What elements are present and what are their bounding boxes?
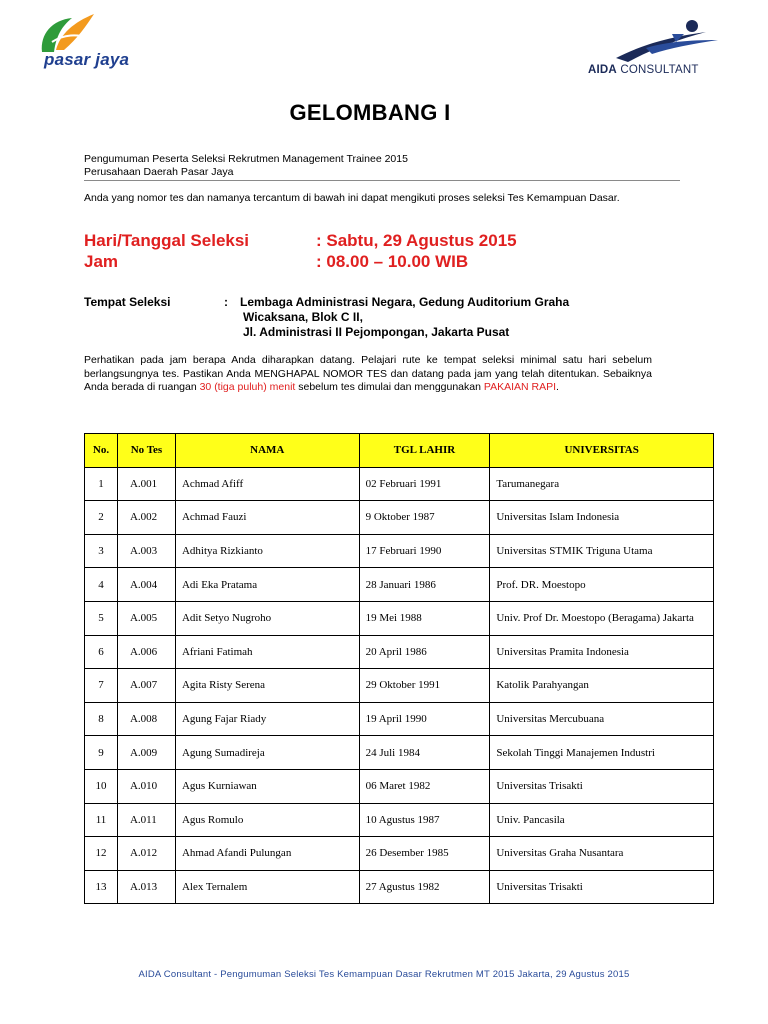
schedule-date-value: : Sabtu, 29 Agustus 2015 (316, 231, 517, 250)
notice-highlight-dress: PAKAIAN RAPI (483, 381, 557, 393)
pasar-jaya-logo (38, 12, 168, 74)
cell-tgl-lahir: 19 Mei 1988 (359, 601, 490, 635)
venue-label: Tempat Seleksi (84, 295, 171, 309)
cell-no-tes: A.011 (117, 803, 175, 837)
cell-no-tes: A.013 (117, 870, 175, 904)
cell-nama: Agita Risty Serena (175, 669, 359, 703)
cell-tgl-lahir: 9 Oktober 1987 (359, 501, 490, 535)
table-row (85, 702, 714, 736)
cell-nama: Ahmad Afandi Pulungan (175, 837, 359, 871)
cell-nama: Agung Sumadireja (175, 736, 359, 770)
table-row (85, 769, 714, 803)
cell-tgl-lahir: 17 Februari 1990 (359, 534, 490, 568)
cell-no: 12 (85, 837, 118, 871)
cell-nama: Afriani Fatimah (175, 635, 359, 669)
table-row (85, 568, 714, 602)
schedule-date-label: Hari/Tanggal Seleksi (84, 231, 250, 250)
participant-table (84, 433, 714, 904)
cell-universitas: Universitas Islam Indonesia (490, 501, 714, 535)
header-universitas: UNIVERSITAS (490, 434, 714, 468)
intro-line-2: Perusahaan Daerah Pasar Jaya (84, 166, 234, 178)
cell-no: 10 (85, 769, 118, 803)
table-row (85, 467, 714, 501)
cell-nama: Adit Setyo Nugroho (175, 601, 359, 635)
cell-no-tes: A.010 (117, 769, 175, 803)
page-title: GELOMBANG I (289, 100, 451, 125)
table-row (85, 501, 714, 535)
aida-consultant-logo (586, 18, 731, 80)
cell-no-tes: A.005 (117, 601, 175, 635)
cell-nama: Adhitya Rizkianto (175, 534, 359, 568)
cell-tgl-lahir: 28 Januari 1986 (359, 568, 490, 602)
header-no-tes: No Tes (117, 434, 175, 468)
cell-universitas: Universitas STMIK Triguna Utama (490, 534, 714, 568)
schedule-time-label: Jam (84, 252, 119, 271)
cell-no: 4 (85, 568, 118, 602)
cell-no-tes: A.002 (117, 501, 175, 535)
pasar-jaya-wordmark: pasar jaya (44, 50, 130, 69)
page-footer: AIDA Consultant - Pengumuman Seleksi Tes Kemampuan Dasar Rekrutmen MT 2015 Jakarta, 29 Agustus 2015 (138, 969, 630, 980)
cell-universitas: Universitas Pramita Indonesia (490, 635, 714, 669)
table-header-row (85, 434, 714, 468)
cell-universitas: Universitas Trisakti (490, 870, 714, 904)
intro-block (84, 153, 680, 179)
venue-line-2: Wicaksana, Blok C II, (243, 310, 363, 324)
cell-nama: Adi Eka Pratama (175, 568, 359, 602)
cell-universitas: Universitas Trisakti (490, 769, 714, 803)
cell-no-tes: A.012 (117, 837, 175, 871)
venue-line-3: Jl. Administrasi II Pejompongan, Jakarta Pusat (243, 325, 510, 339)
announcement-text: Anda yang nomor tes dan namanya tercantum di bawah ini dapat mengikuti proses seleksi Tes Kemampuan Dasar. (84, 192, 620, 204)
cell-no: 3 (85, 534, 118, 568)
header-nama: NAMA (175, 434, 359, 468)
cell-nama: Achmad Afiff (175, 467, 359, 501)
cell-universitas: Prof. DR. Moestopo (490, 568, 714, 602)
cell-no-tes: A.008 (117, 702, 175, 736)
cell-tgl-lahir: 24 Juli 1984 (359, 736, 490, 770)
cell-tgl-lahir: 26 Desember 1985 (359, 837, 490, 871)
table-row (85, 803, 714, 837)
cell-universitas: Tarumanegara (490, 467, 714, 501)
aida-swoosh-icon (606, 18, 726, 64)
cell-no: 2 (85, 501, 118, 535)
cell-universitas: Univ. Prof Dr. Moestopo (Beragama) Jakarta (490, 601, 714, 635)
cell-nama: Agus Kurniawan (175, 769, 359, 803)
cell-no: 6 (85, 635, 118, 669)
schedule-time-value: : 08.00 – 10.00 WIB (316, 252, 469, 271)
cell-universitas: Univ. Pancasila (490, 803, 714, 837)
cell-no: 5 (85, 601, 118, 635)
table-row (85, 635, 714, 669)
cell-tgl-lahir: 29 Oktober 1991 (359, 669, 490, 703)
cell-tgl-lahir: 10 Agustus 1987 (359, 803, 490, 837)
cell-no-tes: A.001 (117, 467, 175, 501)
cell-universitas: Universitas Mercubuana (490, 702, 714, 736)
cell-universitas: Universitas Graha Nusantara (490, 837, 714, 871)
table-row (85, 601, 714, 635)
cell-universitas: Sekolah Tinggi Manajemen Industri (490, 736, 714, 770)
cell-no-tes: A.009 (117, 736, 175, 770)
cell-universitas: Katolik Parahyangan (490, 669, 714, 703)
notice-paragraph: Perhatikan pada jam berapa Anda diharapkan datang. Pelajari rute ke tempat seleksi minimal satu hari sebelum berlangsungnya tes. Pastikan Anda MENGHAPAL NOMOR TES dan datang pada jam yang telah ditentukan. Sebaiknya Anda berada di ruangan 30 (tiga puluh) menit sebelum tes dimulai dan menggunakan PAKAIAN RAPI. (84, 354, 652, 393)
pasar-jaya-leaf-icon (38, 12, 108, 54)
cell-no-tes: A.004 (117, 568, 175, 602)
intro-divider (84, 180, 680, 181)
cell-nama: Agung Fajar Riady (175, 702, 359, 736)
cell-no: 11 (85, 803, 118, 837)
intro-line-1: Pengumuman Peserta Seleksi Rekrutmen Management Trainee 2015 (84, 153, 408, 165)
cell-tgl-lahir: 20 April 1986 (359, 635, 490, 669)
table-row (85, 534, 714, 568)
header-tgl-lahir: TGL LAHIR (359, 434, 490, 468)
cell-no: 8 (85, 702, 118, 736)
header-no: No. (85, 434, 118, 468)
table-row (85, 669, 714, 703)
cell-no-tes: A.003 (117, 534, 175, 568)
cell-nama: Agus Romulo (175, 803, 359, 837)
notice-highlight-time: 30 (tiga puluh) menit (199, 381, 296, 393)
table-row (85, 837, 714, 871)
venue-colon: : (224, 295, 228, 309)
table-row (85, 736, 714, 770)
cell-tgl-lahir: 19 April 1990 (359, 702, 490, 736)
cell-no: 13 (85, 870, 118, 904)
cell-nama: Achmad Fauzi (175, 501, 359, 535)
cell-no: 9 (85, 736, 118, 770)
cell-tgl-lahir: 02 Februari 1991 (359, 467, 490, 501)
cell-tgl-lahir: 27 Agustus 1982 (359, 870, 490, 904)
cell-no-tes: A.007 (117, 669, 175, 703)
cell-no-tes: A.006 (117, 635, 175, 669)
cell-tgl-lahir: 06 Maret 1982 (359, 769, 490, 803)
venue-line-1: Lembaga Administrasi Negara, Gedung Auditorium Graha (240, 295, 570, 309)
cell-no: 7 (85, 669, 118, 703)
cell-no: 1 (85, 467, 118, 501)
table-row (85, 870, 714, 904)
aida-consultant-wordmark: AIDA CONSULTANT (588, 64, 699, 76)
cell-nama: Alex Ternalem (175, 870, 359, 904)
